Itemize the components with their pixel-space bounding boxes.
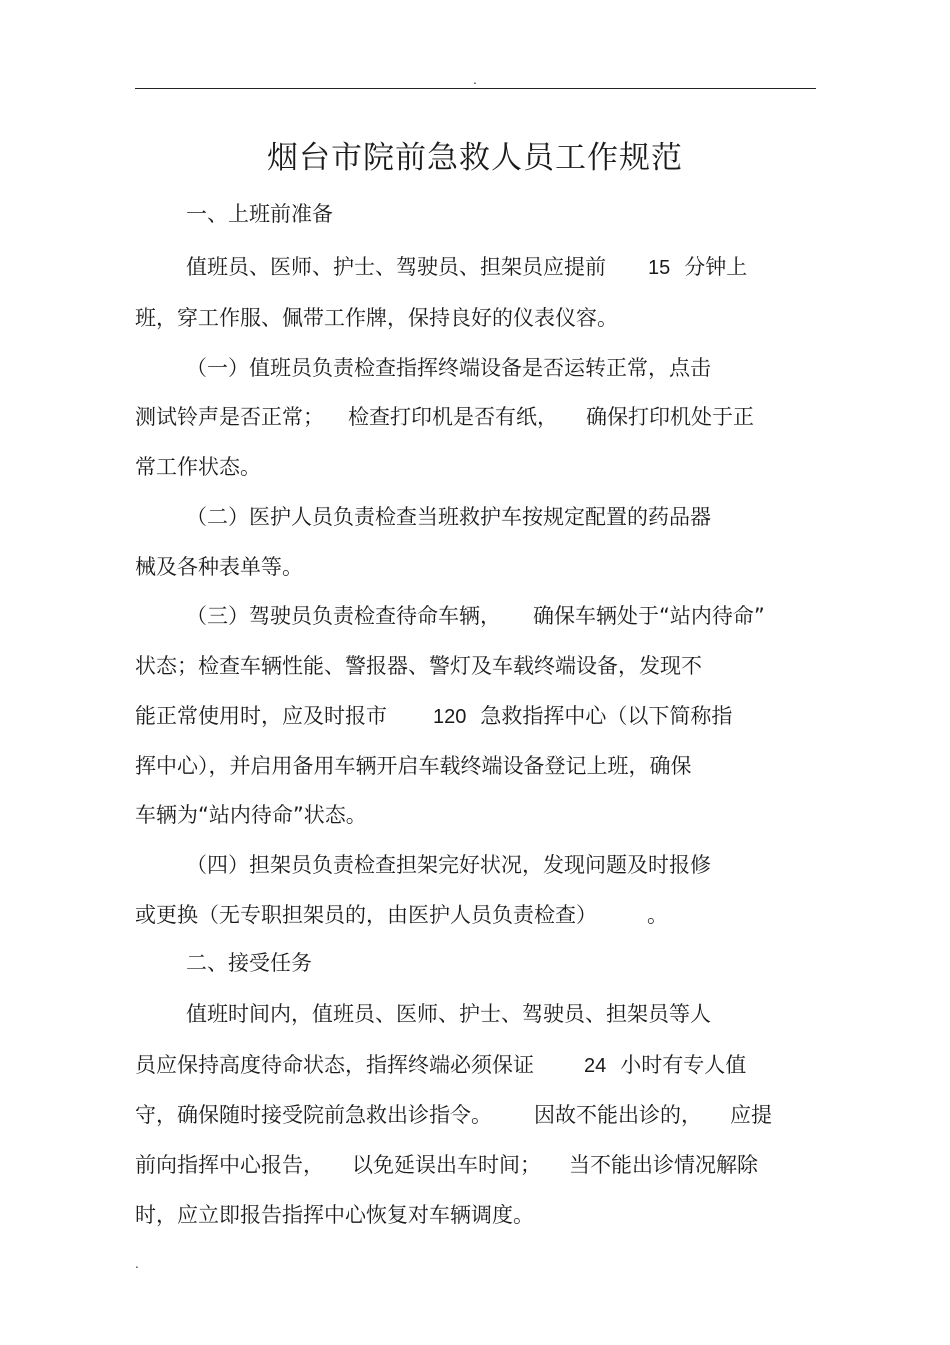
paragraph-line: （一）值班员负责检查指挥终端设备是否运转正常，点击 xyxy=(186,356,711,380)
paragraph-line: 时，应立即报告指挥中心恢复对车辆调度。 xyxy=(135,1203,534,1227)
paragraph-line: 挥中心），并启用备用车辆开启车载终端设备登记上班，确保 xyxy=(135,754,692,778)
paragraph-line: 测试铃声是否正常； 检查打印机是否有纸， 确保打印机处于正 xyxy=(135,405,754,429)
paragraph-line: 前向指挥中心报告， 以免延误出车时间； 当不能出诊情况解除 xyxy=(135,1153,758,1177)
paragraph-line: 能正常使用时，应及时报市 120 急救指挥中心（以下简称指 xyxy=(135,704,733,728)
paragraph-line: 值班时间内，值班员、医师、护士、驾驶员、担架员等人 xyxy=(186,1002,711,1026)
paragraph-line: 班，穿工作服、佩带工作牌，保持良好的仪表仪容。 xyxy=(135,306,618,330)
paragraph-line: 守，确保随时接受院前急救出诊指令。 因故不能出诊的， 应提 xyxy=(135,1103,772,1127)
paragraph-line: 值班员、医师、护士、驾驶员、担架员应提前 15 分钟上 xyxy=(186,255,748,279)
paragraph-line: 员应保持高度待命状态，指挥终端必须保证 24 小时有专人值 xyxy=(135,1053,747,1077)
footer-dot: . xyxy=(135,1257,139,1271)
paragraph-line: 状态；检查车辆性能、警报器、警灯及车载终端设备，发现不 xyxy=(135,654,702,678)
paragraph-line: 或更换（无专职担架员的，由医护人员负责检查） 。 xyxy=(135,903,668,927)
paragraph-line: （三）驾驶员负责检查待命车辆， 确保车辆处于“站内待命” xyxy=(186,604,765,628)
header-dot: . xyxy=(473,73,477,87)
section-heading-2: 二、接受任务 xyxy=(186,951,312,975)
document-title: 烟台市院前急救人员工作规范 xyxy=(267,140,683,176)
header-rule xyxy=(135,88,816,89)
section-heading-1: 一、上班前准备 xyxy=(186,202,333,226)
paragraph-line: （四）担架员负责检查担架完好状况，发现问题及时报修 xyxy=(186,853,711,877)
paragraph-line: （二）医护人员负责检查当班救护车按规定配置的药品器 xyxy=(186,505,711,529)
paragraph-line: 械及各种表单等。 xyxy=(135,555,303,579)
paragraph-line: 车辆为“站内待命”状态。 xyxy=(135,803,367,827)
paragraph-line: 常工作状态。 xyxy=(135,455,261,479)
